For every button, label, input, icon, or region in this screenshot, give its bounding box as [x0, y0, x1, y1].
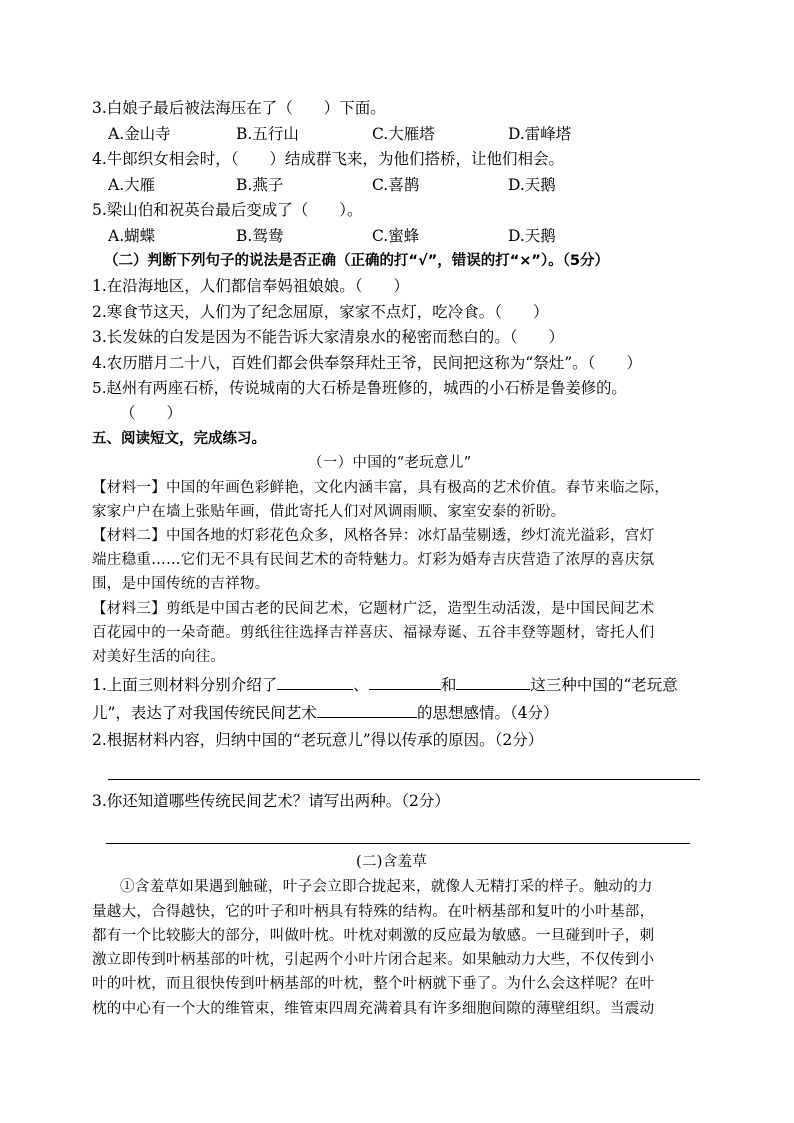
reading-q2: 2.根据材料内容，归纳中国的“老玩意儿”得以传承的原因。（2分） [92, 731, 544, 749]
mc-option-3d: D.雷峰塔 [508, 125, 572, 143]
answer-line-q3[interactable] [106, 843, 690, 844]
part2-title: (二)含羞草 [356, 854, 428, 870]
judge-item-1: 1.在沿海地区，人们都信奉妈祖娘娘。（ ） [92, 277, 410, 295]
passage-line-4: 激立即传到叶柄基部的叶枕，引起两个小叶片闭合起来。如果触动力大些，不仅传到小 [92, 952, 655, 968]
mc-option-3a: A.金山寺 [108, 125, 171, 143]
material-line-5: 围，是中国传统的吉祥物。 [92, 576, 270, 592]
passage-line-5: 叶的叶枕，而且很快传到叶柄基部的叶枕，整个叶柄就下垂了。为什么会这样呢？在叶 [92, 976, 655, 992]
material-line-3: 【材料二】中国各地的灯彩花色众多，风格各异：冰灯晶莹剔透，纱灯流光溢彩，宫灯 [92, 528, 655, 544]
reading-q1-text-d: 的思想感情。（4分） [416, 704, 559, 722]
answer-line-q2[interactable] [108, 779, 700, 780]
material-line-4: 端庄稳重……它们无不具有民间艺术的奇特魅力。灯彩为婚寿吉庆营造了浓厚的喜庆氛 [92, 552, 655, 568]
reading-q1-sep1: 、 [353, 676, 369, 694]
mc-option-4c: C.喜鹊 [372, 176, 420, 194]
material-line-6: 【材料三】剪纸是中国古老的民间艺术，它题材广泛，造型生动活泼，是中国民间艺术 [92, 601, 655, 617]
judge-heading: （二）判断下列句子的说法是否正确（正确的打“√”，错误的打“×”）。（5分） [104, 253, 610, 269]
passage-line-6: 枕的中心有一个大的维管束，维管束四周充满着具有许多细胞间隙的薄壁组织。当震动 [92, 1001, 655, 1017]
judge-item-2: 2.寒食节这天，人们为了纪念屈原，家家不点灯，吃冷食。（ ） [92, 303, 549, 321]
mc-option-3b: B.五行山 [236, 125, 299, 143]
part1-title: （一）中国的“老玩意儿” [308, 455, 472, 471]
mc-question-5: 5.梁山伯和祝英台最后变成了（ ）。 [92, 201, 363, 219]
material-line-2: 家家户户在墙上张贴年画，借此寄托人们对风调雨顺、家室安泰的祈盼。 [92, 504, 566, 520]
judge-item-4: 4.农历腊月二十八，百姓们都会供奉祭拜灶王爷，民间把这称为“祭灶”。（ ） [92, 354, 642, 372]
mc-option-5a: A.蝴蝶 [108, 227, 156, 245]
judge-item-5-paren: （ ） [120, 404, 183, 422]
mc-option-4b: B.燕子 [236, 176, 284, 194]
reading-q1-line2 [92, 701, 559, 724]
answer-blank-4[interactable] [317, 701, 417, 718]
reading-q1-line1 [92, 673, 678, 696]
mc-option-5d: D.天鹅 [508, 227, 556, 245]
passage-line-2: 量越大，合得越快，它的叶子和叶柄具有特殊的结构。在叶柄基部和复叶的小叶基部， [92, 904, 655, 920]
answer-blank-3[interactable] [456, 673, 530, 690]
reading-q3: 3.你还知道哪些传统民间艺术？请写出两种。（2分） [92, 792, 450, 810]
mc-question-3: 3.白娘子最后被法海压在了（ ）下面。 [92, 99, 386, 117]
answer-blank-1[interactable] [277, 673, 353, 690]
material-line-8: 对美好生活的向往。 [92, 649, 226, 665]
mc-option-5b: B.鸳鸯 [236, 227, 284, 245]
mc-option-5c: C.蜜蜂 [372, 227, 420, 245]
reading-q1-text-c: 儿”，表达了对我国传统民间艺术 [92, 704, 317, 722]
judge-item-5: 5.赵州有两座石桥，传说城南的大石桥是鲁班修的，城西的小石桥是鲁姜修的。 [92, 379, 627, 397]
mc-option-3c: C.大雁塔 [372, 125, 435, 143]
answer-blank-2[interactable] [369, 673, 441, 690]
passage-line-1: ①含羞草如果遇到触碰，叶子会立即合拢起来，就像人无精打采的样子。触动的力 [120, 879, 653, 895]
mc-option-4a: A.大雁 [108, 176, 156, 194]
reading-q1-text-b: 这三种中国的“老玩意 [530, 676, 678, 694]
material-line-7: 百花园中的一朵奇葩。剪纸往往选择吉祥喜庆、福禄寿诞、五谷丰登等题材，寄托人们 [92, 625, 655, 641]
mc-option-4d: D.天鹅 [508, 176, 556, 194]
mc-question-4: 4.牛郎织女相会时，（ ）结成群飞来，为他们搭桥，让他们相会。 [92, 150, 565, 168]
reading-heading: 五、阅读短文，完成练习。 [92, 431, 266, 447]
reading-q1-sep2: 和 [440, 676, 457, 694]
passage-line-3: 都有一个比较膨大的部分，叫做叶枕。叶枕对刺激的反应最为敏感。一旦碰到叶子，刺 [92, 928, 655, 944]
reading-q1-text-a: 1.上面三则材料分别介绍了 [92, 676, 278, 694]
material-line-1: 【材料一】中国的年画色彩鲜艳，文化内涵丰富，具有极高的艺术价值。春节来临之际， [92, 480, 670, 496]
judge-item-3: 3.长发妹的白发是因为不能告诉大家清泉水的秘密而愁白的。（ ） [92, 328, 565, 346]
